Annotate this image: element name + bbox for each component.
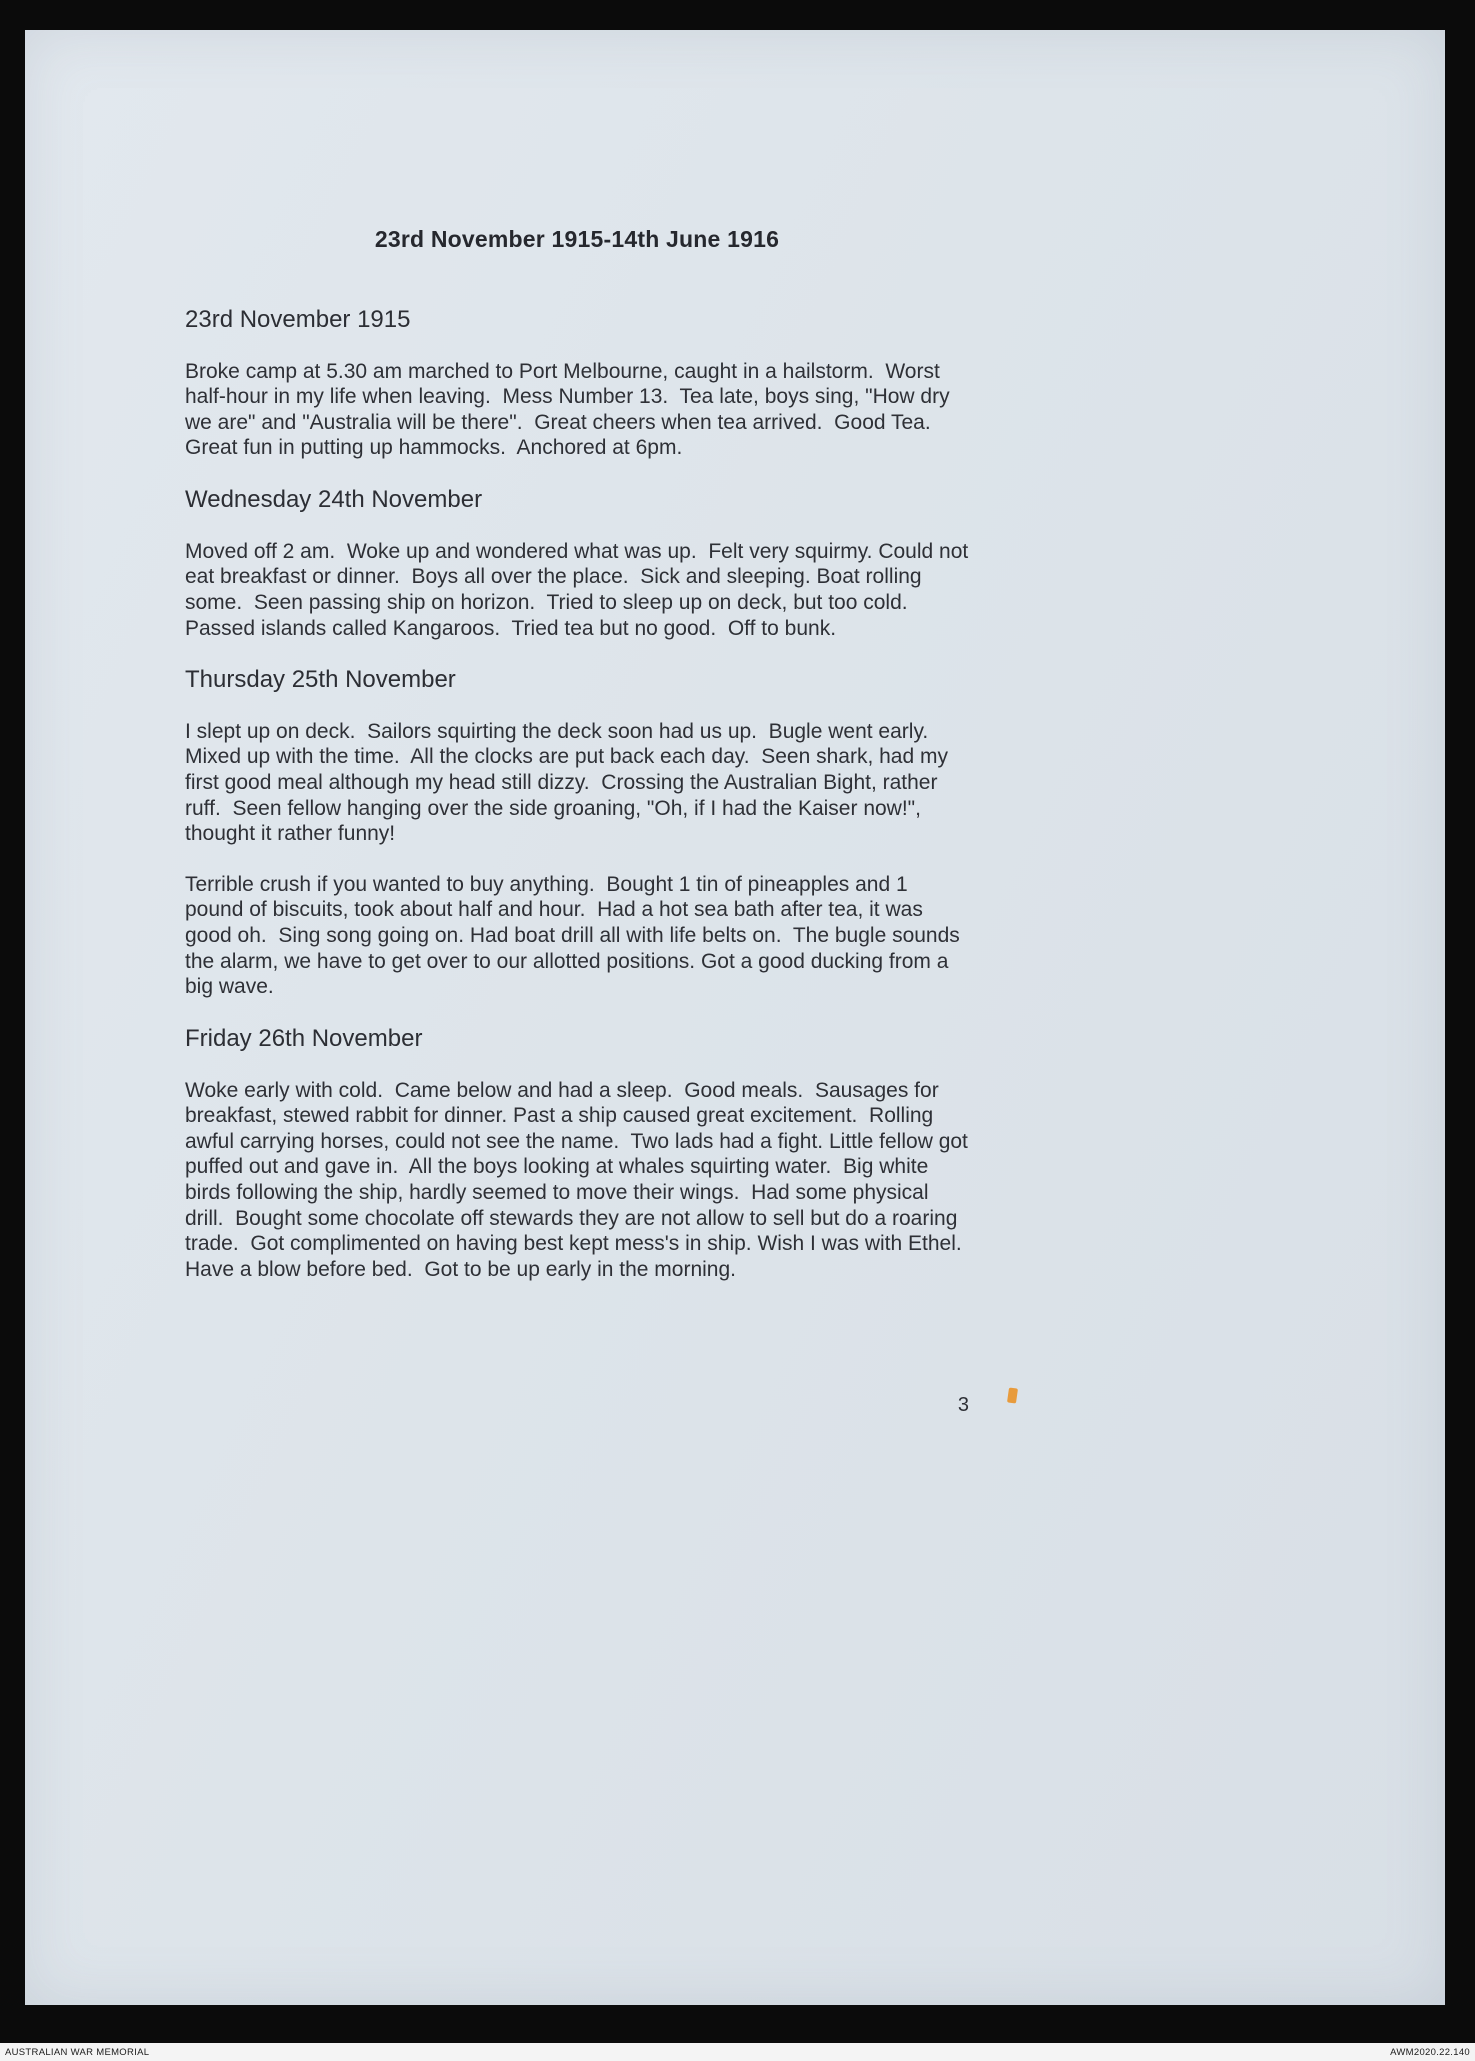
entry-paragraph: I slept up on deck. Sailors squirting the deck soon had us up. Bugle went early. Mixed up with the time. All the clocks are put back each day. Seen shark, had my first good meal although my head still dizzy. Crossing the Australian Bight, rather ruff. Seen fellow hanging over the side groaning, "Oh, if I had the Kaiser now!", thought it rather funny! <box>185 719 954 846</box>
page-title: 23rd November 1915-14th June 1916 <box>374 226 780 252</box>
entry-paragraph: Moved off 2 am. Woke up and wondered what was up. Felt very squirmy. Could not eat breakfast or dinner. Boys all over the place. Sick and sleeping. Boat rolling some. Seen passing ship on horizon. Tried to sleep up on deck, but too cold. Passed islands called Kangaroos. Tried tea but no good. Off to bunk. <box>185 539 975 640</box>
text-column <box>185 225 975 1417</box>
archive-name-label: AUSTRALIAN WAR MEMORIAL <box>5 2046 150 2058</box>
entry-paragraph: Woke early with cold. Came below and had a sleep. Good meals. Sausages for breakfast, stewed rabbit for dinner. Past a ship caused great excitement. Rolling awful carrying horses, could not see the name. Two lads had a fight. Little fellow got puffed out and gave in. All the boys looking at whales squirting water. Big white birds following the ship, hardly seemed to move their wings. Had some physical drill. Bought some chocolate off stewards they are not allow to sell but do a roaring trade. Got complimented on having best kept mess's in ship. Wish I was with Ethel. Have a blow before bed. Got to be up early in the morning. <box>185 1078 974 1281</box>
entry-heading: 23rd November 1915 <box>185 305 411 333</box>
page-number: 3 <box>957 1394 969 1417</box>
archive-footer <box>0 2043 1475 2061</box>
diary-entry-wednesday-24th <box>185 485 975 641</box>
paper <box>25 30 1445 2005</box>
entry-heading: Thursday 25th November <box>185 666 456 694</box>
entry-heading: Friday 26th November <box>185 1024 423 1052</box>
entry-paragraph: Broke camp at 5.30 am marched to Port Melbourne, caught in a hailstorm. Worst half-hour in my life when leaving. Mess Number 13. Tea late, boys sing, "How dry we are" and "Australia will be there". Great cheers when tea arrived. Good Tea. Great fun in putting up hammocks. Anchored at 6pm. <box>185 359 956 460</box>
diary-entry-thursday-25th <box>185 666 969 1000</box>
archive-id-label: AWM2020.22.140 <box>1390 2046 1470 2058</box>
entry-paragraph: Terrible crush if you wanted to buy anything. Bought 1 tin of pineapples and 1 pound of biscuits, took about half and hour. Had a hot sea bath after tea, it was good oh. Sing song going on. Had boat drill all with life belts on. The bugle sounds the alarm, we have to get over to our allotted positions. Got a good ducking from a big wave. <box>185 872 966 999</box>
entry-heading: Wednesday 24th November <box>185 485 483 513</box>
diary-entry-23rd-november <box>185 306 969 461</box>
diary-entry-friday-26th <box>185 1024 974 1283</box>
